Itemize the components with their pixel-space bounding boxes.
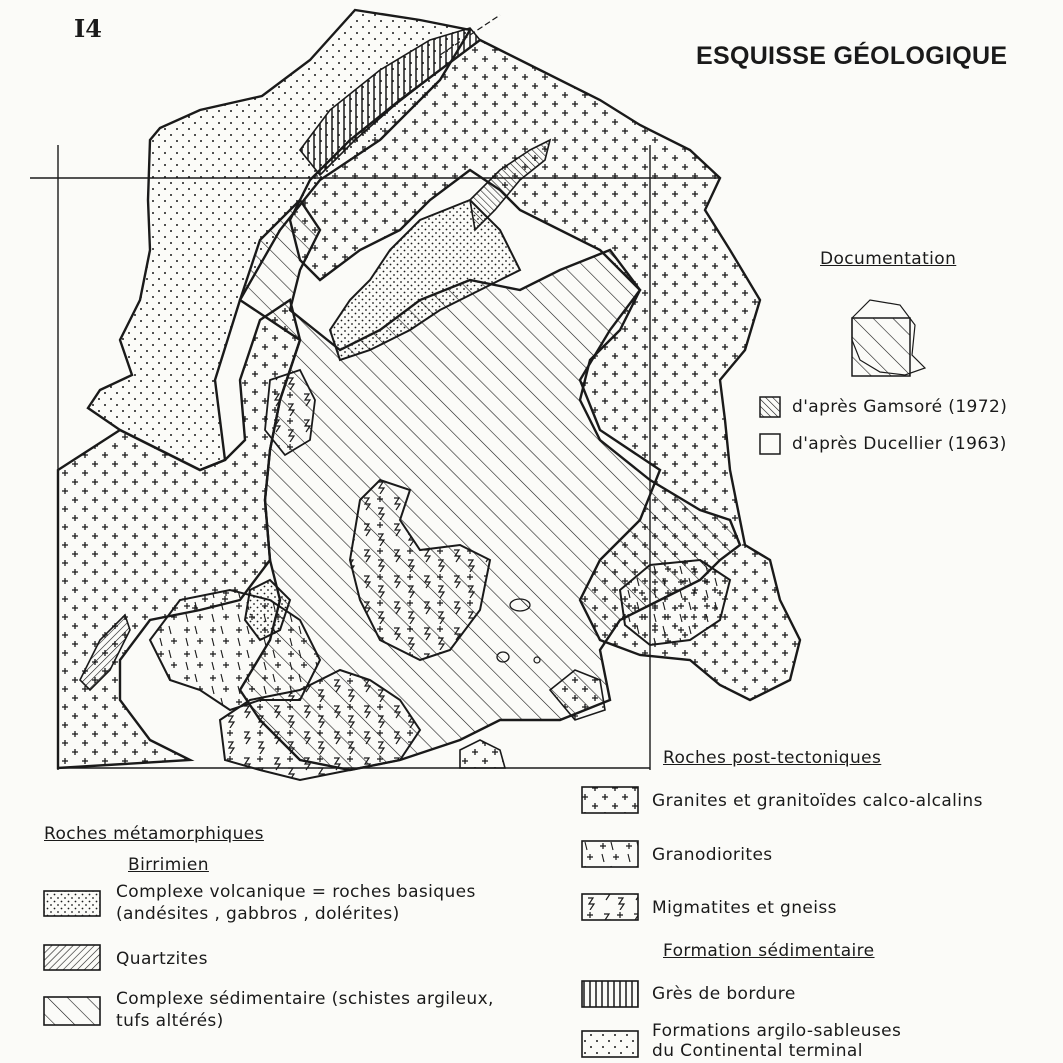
outcrop-small-1: [510, 599, 530, 611]
swatch-sedimentaire: [44, 997, 100, 1025]
documentation-heading: Documentation: [820, 249, 957, 269]
metamorphic-heading: Roches métamorphiques: [44, 824, 264, 844]
legend-quartzites: Quartzites: [116, 949, 208, 969]
swatch-gamsore: [760, 397, 780, 417]
swatch-continental: [582, 1031, 638, 1057]
swatch-granites: [582, 787, 638, 813]
swatch-migmatites: [582, 894, 638, 920]
page-id: I4: [74, 14, 102, 43]
legend-migmatites: Migmatites et gneiss: [652, 898, 837, 918]
legend-gres: Grès de bordure: [652, 984, 796, 1004]
legend-granites: Granites et granitoïdes calco-alcalins: [652, 791, 983, 811]
swatch-gres: [582, 981, 638, 1007]
post-tectonic-heading: Roches post-tectoniques: [663, 748, 882, 768]
sedimentary-heading: Formation sédimentaire: [663, 941, 875, 961]
birrimien-subheading: Birrimien: [128, 855, 209, 875]
legend-volcanique-line1: Complexe volcanique = roches basiques: [116, 882, 476, 902]
documentation-inset-map: [852, 300, 925, 376]
swatch-ducellier: [760, 434, 780, 454]
legend-volcanique-line2: (andésites , gabbros , dolérites): [116, 904, 400, 924]
granite-pocket-south: [460, 740, 505, 768]
swatch-granodiorites: [582, 841, 638, 867]
swatch-volcanique: [44, 891, 100, 916]
legend-continental-line1: Formations argilo-sableuses: [652, 1021, 902, 1041]
doc-label-ducellier: d'après Ducellier (1963): [792, 434, 1007, 454]
legend-sedimentaire-line2: tufs altérés): [116, 1011, 224, 1031]
legend-continental-line2: du Continental terminal: [652, 1041, 863, 1061]
legend-sedimentaire-line1: Complexe sédimentaire (schistes argileux,: [116, 989, 494, 1009]
map-title: ESQUISSE GÉOLOGIQUE: [696, 42, 1008, 70]
legend-granodiorites: Granodiorites: [652, 845, 773, 865]
doc-label-gamsore: d'après Gamsoré (1972): [792, 397, 1008, 417]
swatch-quartzites: [44, 945, 100, 970]
